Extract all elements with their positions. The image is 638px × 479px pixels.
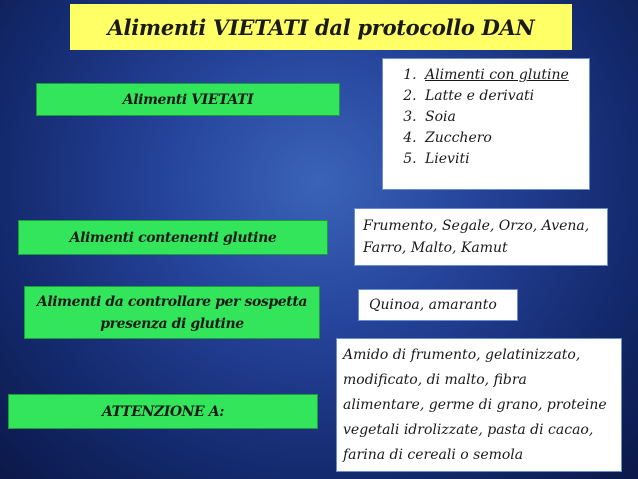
page-title: Alimenti VIETATI dal protocollo DAN — [70, 4, 572, 50]
attenzione-line: modificato, di malto, fibra — [343, 372, 527, 388]
attenzione-line: alimentare, germe di grano, proteine — [343, 397, 607, 413]
list-item: 3. Soia — [421, 107, 579, 128]
list-item: 2. Latte e derivati — [421, 86, 579, 107]
label-line: presenza di glutine — [100, 315, 244, 332]
attenzione-line: farina di cereali o semola — [343, 447, 524, 463]
label-attenzione: ATTENZIONE A: — [8, 394, 318, 429]
list-item: 5. Lieviti — [421, 149, 579, 170]
label-alimenti-vietati: Alimenti VIETATI — [36, 83, 340, 116]
list-item: 4. Zucchero — [421, 128, 579, 149]
attenzione-box — [336, 338, 622, 472]
attenzione-line: vegetali idrolizzate, pasta di cacao, — [343, 422, 594, 438]
vietati-list — [383, 59, 589, 170]
vietati-list-box — [382, 58, 590, 190]
label-alimenti-da-controllare — [24, 286, 320, 339]
glutine-line: Frumento, Segale, Orzo, Avena, — [363, 218, 590, 234]
label-alimenti-contenenti-glutine: Alimenti contenenti glutine — [18, 220, 328, 255]
glutine-line: Farro, Malto, Kamut — [363, 240, 508, 256]
label-line: Alimenti da controllare per sospetta — [36, 293, 308, 310]
attenzione-line: Amido di frumento, gelatinizzato, — [343, 347, 581, 363]
glutine-box — [354, 208, 608, 266]
quinoa-box: Quinoa, amaranto — [358, 289, 518, 321]
list-item: 1. Alimenti con glutine — [421, 65, 579, 86]
